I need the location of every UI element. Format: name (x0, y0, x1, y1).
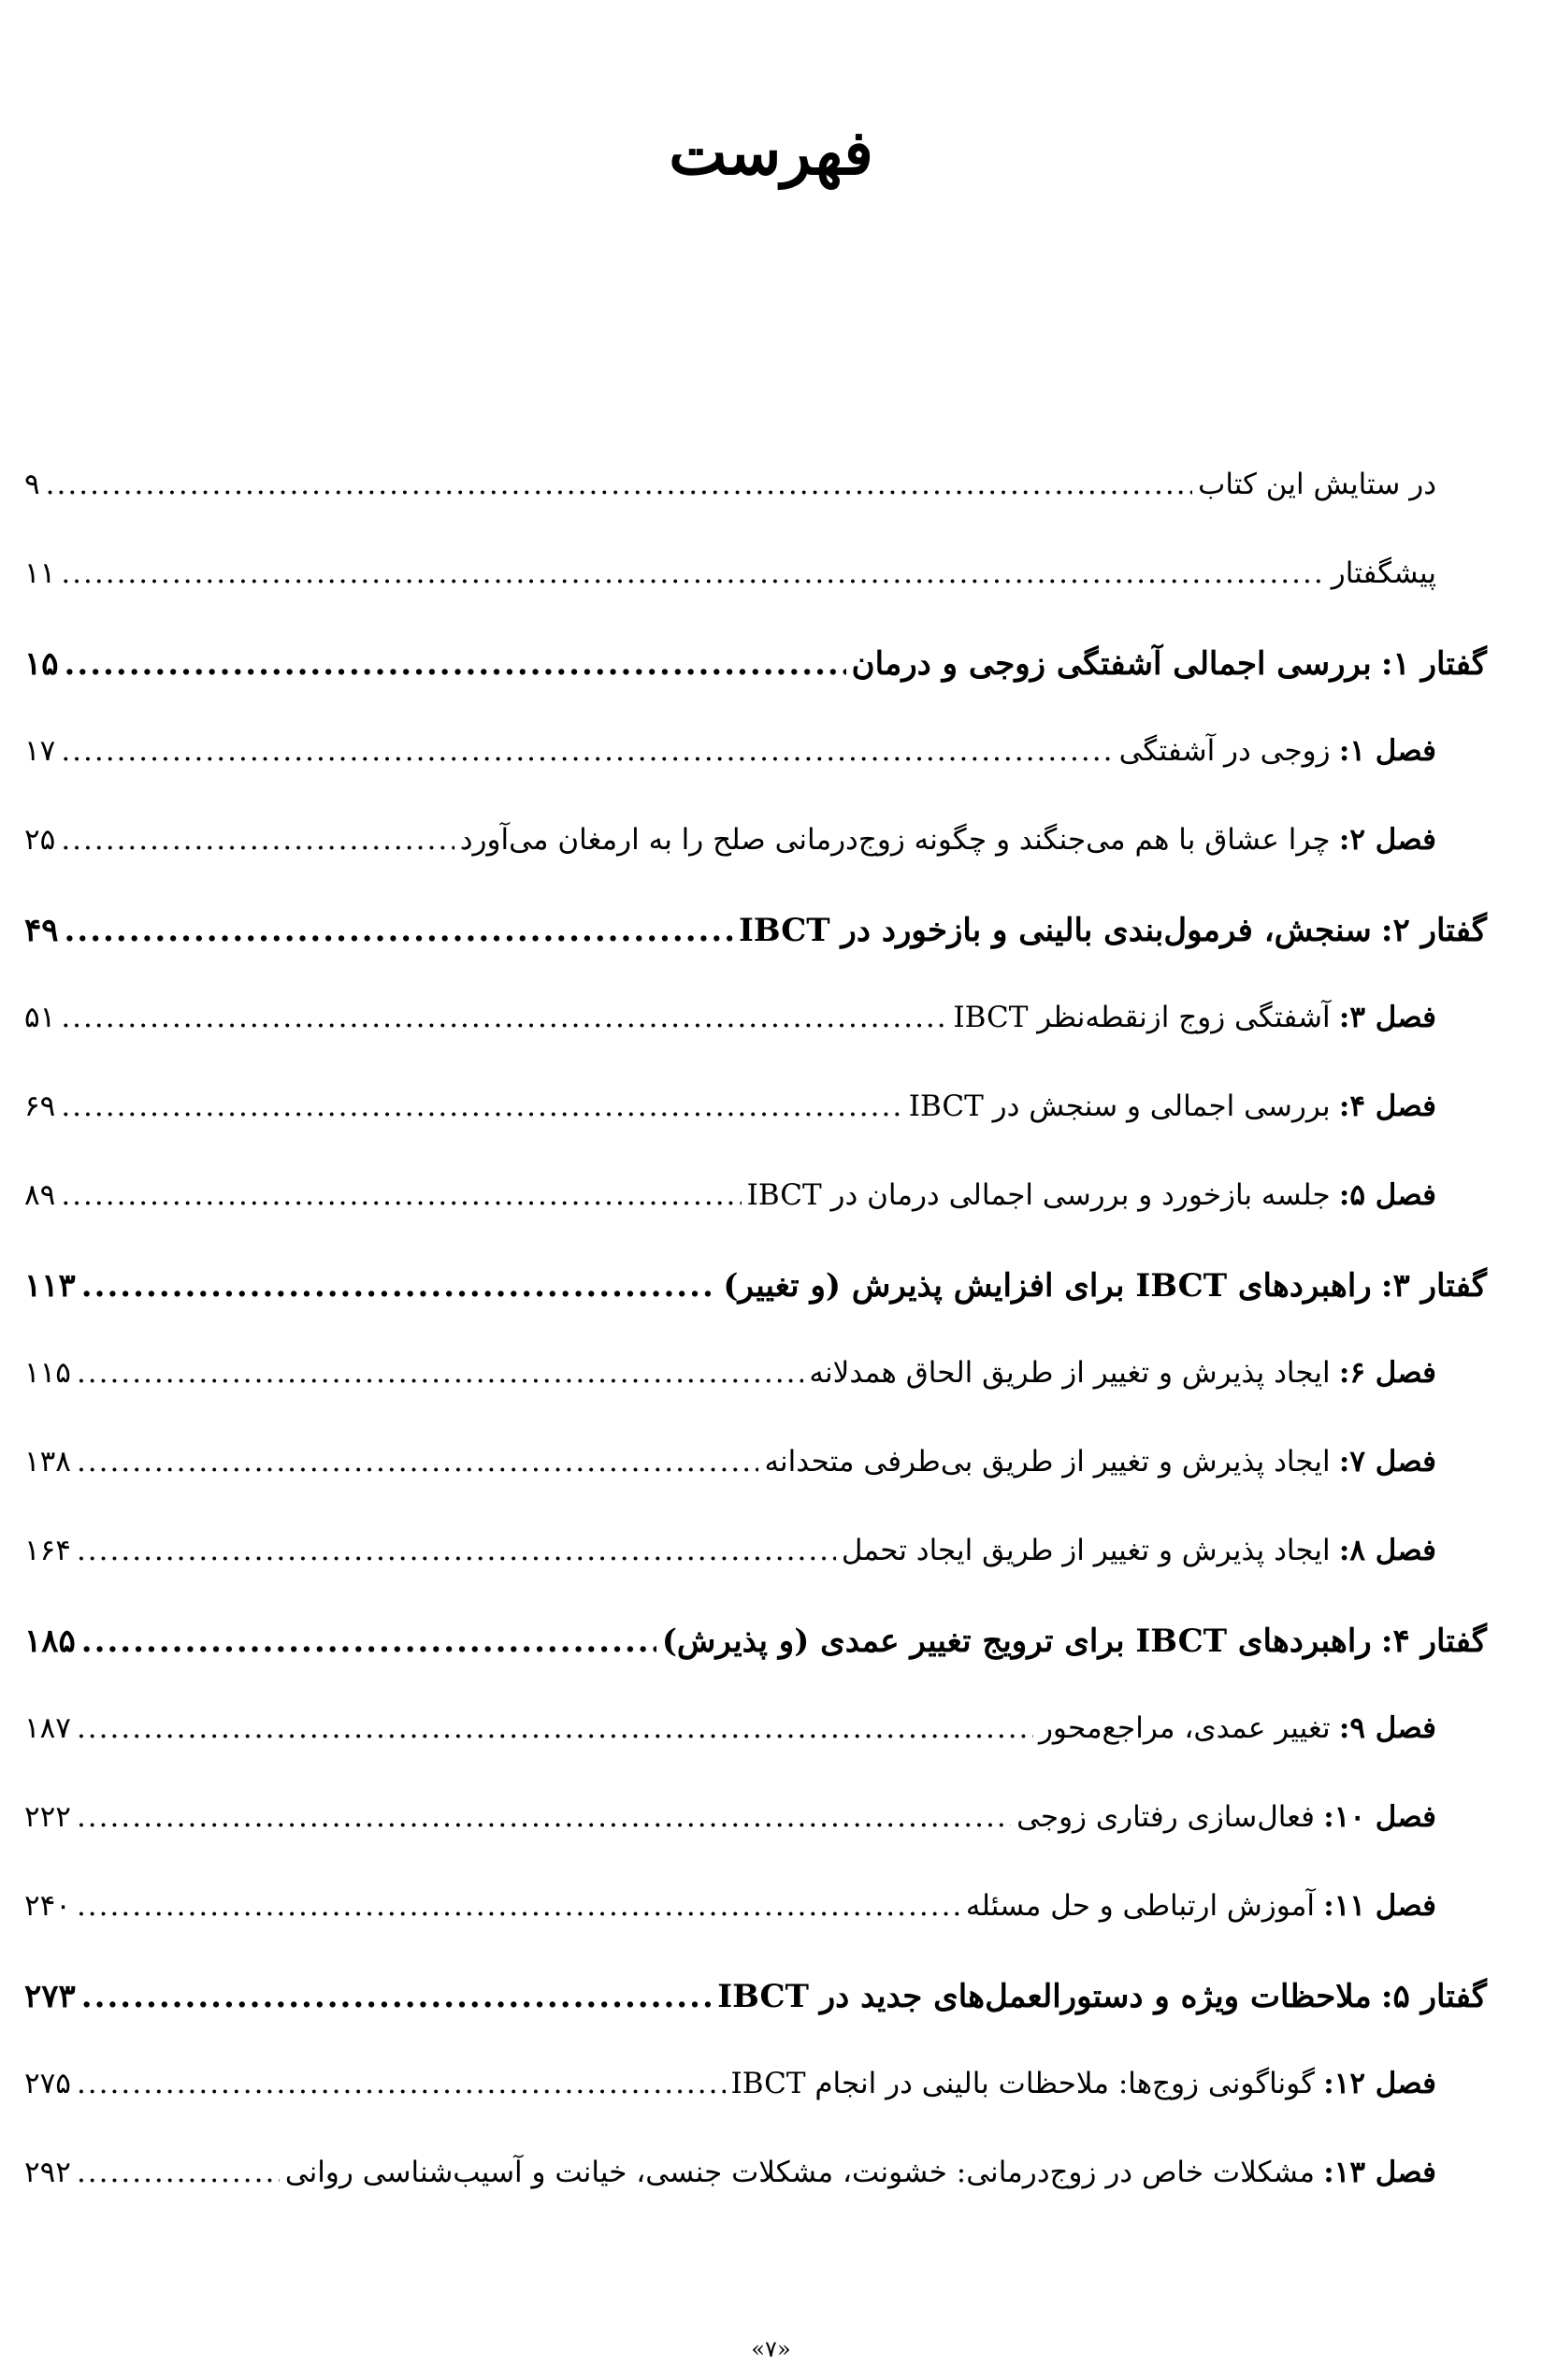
toc-entry-title: در ستایش این کتاب (1198, 468, 1436, 501)
dot-leader (61, 556, 1325, 590)
toc-chapter-entry (24, 1534, 1436, 1590)
dot-leader (77, 1445, 758, 1478)
toc-page-number: ۲۹۲ (24, 2156, 71, 2189)
toc-entry-label: فصل ۸: (1338, 1534, 1436, 1567)
toc-page-number: ۵۱ (24, 1001, 56, 1034)
toc-entry-label: فصل ۴: (1338, 1089, 1436, 1123)
toc-entry-text (731, 2067, 1437, 2100)
toc-entry-title: ایجاد پذیرش و تغییر از طریق بی‌طرفی متحدانه (764, 1445, 1331, 1478)
toc-entry-title: تغییر عمدی، مراجع‌محور (1038, 1711, 1331, 1745)
toc-entry-title: فعال‌سازی رفتاری زوجی (1016, 1800, 1315, 1834)
toc-entry-text (966, 1889, 1436, 1923)
toc-page-number: ۱۵ (24, 645, 59, 683)
toc-entry-text (852, 645, 1487, 683)
toc-chapter-entry (24, 1356, 1436, 1412)
toc-entry-label: فصل ۶: (1338, 1356, 1436, 1390)
toc-entry-text (764, 1445, 1436, 1478)
dot-leader (61, 1089, 902, 1123)
toc-page-number: ۸۹ (24, 1178, 56, 1212)
dot-leader (77, 1889, 960, 1923)
toc-entry-text (723, 1267, 1487, 1305)
dot-leader (77, 1534, 836, 1567)
toc-entry-label: فصل ۱۳: (1323, 2156, 1436, 2189)
toc-entry-title: پیشگفتار (1331, 556, 1436, 590)
toc-entry-text (662, 1623, 1487, 1660)
toc-entry-label: فصل ۷: (1338, 1445, 1436, 1478)
dot-leader (77, 2156, 280, 2189)
toc-entry-text (909, 1089, 1436, 1123)
toc-entry (24, 556, 1436, 613)
toc-entry-title: راهبردهای IBCT برای ترویج تغییر عمدی (و پذیرش) (661, 1623, 1372, 1660)
toc-chapter-entry (24, 1001, 1436, 1057)
toc-entry-text (285, 2156, 1436, 2189)
toc-entry-title: بررسی اجمالی و سنجش در IBCT (908, 1089, 1331, 1123)
dot-leader (77, 1356, 803, 1390)
toc-page-number: ۲۷۵ (24, 2067, 71, 2100)
toc-page-number: ۱۶۴ (24, 1534, 71, 1567)
toc-page-number: ۱۱۳ (24, 1267, 76, 1305)
toc-page-number: ۲۴۰ (24, 1889, 71, 1923)
dot-leader (46, 468, 1193, 501)
toc-entry-label: فصل ۱۲: (1323, 2067, 1436, 2100)
toc-entry-text (1119, 734, 1436, 768)
toc-entry-title: آموزش ارتباطی و حل مسئله (965, 1889, 1315, 1923)
toc-page-number: ۲۲۲ (24, 1800, 71, 1834)
toc-entry-title: ایجاد پذیرش و تغییر از طریق الحاق همدلانه (809, 1356, 1331, 1390)
toc-entry-text (1332, 556, 1436, 590)
toc-chapter-entry (24, 734, 1436, 790)
toc-page-number: ۱۸۷ (24, 1711, 71, 1745)
toc-page-number: ۱۷ (24, 734, 56, 768)
toc-entry-label: فصل ۱: (1338, 734, 1436, 768)
page-number-footer: «۷» (751, 2336, 791, 2362)
toc-entry-title: سنجش، فرمول‌بندی بالینی و بازخورد در IBCT (738, 912, 1372, 949)
toc-entry-title: مشکلات خاص در زوج‌درمانی: خشونت، مشکلات جنسی، خیانت و آسیب‌شناسی روانی (284, 2156, 1315, 2189)
toc-page-number: ۱۱۵ (24, 1356, 71, 1390)
toc-entry-text (460, 823, 1436, 857)
toc-part-entry (24, 912, 1487, 968)
toc-entry-label: فصل ۵: (1338, 1178, 1436, 1212)
toc-entry-label: گفتار ۱: (1380, 645, 1487, 683)
toc-entry-label: گفتار ۴: (1380, 1623, 1487, 1660)
toc-entry-title: زوجی در آشفتگی (1118, 734, 1331, 768)
dot-leader (65, 912, 733, 949)
toc-chapter-entry (24, 1711, 1436, 1767)
toc-page-number: ۱۸۵ (24, 1623, 76, 1660)
toc-entry-title: بررسی اجمالی آشفتگی زوجی و درمان (851, 645, 1372, 683)
dot-leader (77, 1711, 1033, 1745)
toc-entry-label: فصل ۱۱: (1323, 1889, 1436, 1923)
dot-leader (61, 1178, 741, 1212)
dot-leader (81, 1267, 718, 1305)
toc-page-number: ۴۹ (24, 912, 59, 949)
dot-leader (61, 734, 1113, 768)
toc-entry-title: جلسه بازخورد و بررسی اجمالی درمان در IBCT (746, 1178, 1331, 1212)
dot-leader (61, 1001, 947, 1034)
toc-entry-label: فصل ۱۰: (1323, 1800, 1436, 1834)
toc-entry-label: گفتار ۲: (1380, 912, 1487, 949)
dot-leader (61, 823, 454, 857)
toc-page-number: ۲۵ (24, 823, 56, 857)
toc-page-number: ۹ (24, 468, 40, 501)
page-title: فهرست (669, 116, 873, 190)
toc-entry-title: راهبردهای IBCT برای افزایش پذیرش (و تغییر) (723, 1267, 1372, 1305)
toc-entry (24, 468, 1436, 524)
toc-chapter-entry (24, 1089, 1436, 1146)
toc-entry-title: ایجاد پذیرش و تغییر از طریق ایجاد تحمل (841, 1534, 1331, 1567)
toc-part-entry (24, 1267, 1487, 1323)
toc-page-number: ۱۱ (24, 556, 56, 590)
toc-part-entry (24, 1623, 1487, 1679)
dot-leader (81, 1978, 712, 2015)
toc-entry-text (809, 1356, 1436, 1390)
toc-entry-label: فصل ۳: (1338, 1001, 1436, 1034)
toc-entry-title: گوناگونی زوج‌ها: ملاحظات بالینی در انجام IBCT (730, 2067, 1315, 2100)
toc-entry-title: چرا عشاق با هم می‌جنگند و چگونه زوج‌درمانی صلح را به ارمغان می‌آورد (459, 823, 1331, 857)
toc-entry-label: فصل ۹: (1338, 1711, 1436, 1745)
dot-leader (77, 1800, 1011, 1834)
toc-entry-text (842, 1534, 1436, 1567)
toc-entry-title: ملاحظات ویژه و دستورالعمل‌های جدید در IBCT (717, 1978, 1372, 2015)
toc-part-entry (24, 645, 1487, 701)
toc-chapter-entry (24, 1889, 1436, 1945)
toc-chapter-entry (24, 2156, 1436, 2212)
toc-entry-title: آشفتگی زوج ازنقطه‌نظر IBCT (953, 1001, 1331, 1034)
toc-entry-text (1039, 1711, 1436, 1745)
dot-leader (77, 2067, 726, 2100)
dot-leader (65, 645, 846, 683)
toc-entry-label: گفتار ۳: (1380, 1267, 1487, 1305)
toc-part-entry (24, 1978, 1487, 2034)
toc-entry-text (1016, 1800, 1436, 1834)
toc-chapter-entry (24, 823, 1436, 879)
toc-page-number: ۱۳۸ (24, 1445, 71, 1478)
toc-entry-text (953, 1001, 1436, 1034)
toc-chapter-entry (24, 2067, 1436, 2123)
toc-entry-text (717, 1978, 1487, 2015)
toc-entry-label: فصل ۲: (1338, 823, 1436, 857)
toc-page-number: ۲۷۳ (24, 1978, 76, 2015)
toc-chapter-entry (24, 1445, 1436, 1501)
toc-entry-text (1198, 468, 1436, 501)
toc-entry-label: گفتار ۵: (1380, 1978, 1487, 2015)
toc-chapter-entry (24, 1800, 1436, 1856)
toc-entry-text (747, 1178, 1436, 1212)
dot-leader (81, 1623, 656, 1660)
toc-entry-text (739, 912, 1487, 949)
toc-chapter-entry (24, 1178, 1436, 1234)
toc-page-number: ۶۹ (24, 1089, 56, 1123)
